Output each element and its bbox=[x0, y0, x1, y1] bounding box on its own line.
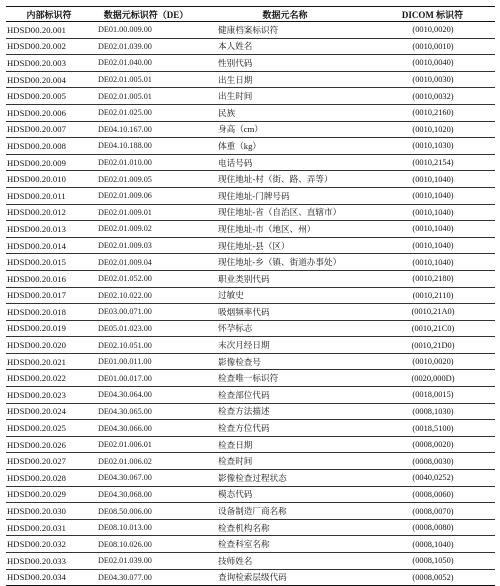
cell-internal-id: HDSD00.20.024 bbox=[6, 403, 92, 420]
cell-de-id: DE02.01.025.00 bbox=[92, 104, 200, 121]
table-row bbox=[6, 55, 495, 72]
cell-de-id: DE08.50.006.00 bbox=[92, 503, 200, 520]
cell-element-name: 检查部位代码 bbox=[200, 387, 370, 404]
table-row bbox=[6, 370, 495, 387]
cell-dicom-tag: (0010,0030) bbox=[370, 71, 495, 88]
cell-internal-id: HDSD00.20.017 bbox=[6, 287, 92, 304]
cell-de-id: DE04.30.067.00 bbox=[92, 470, 200, 487]
table-row bbox=[6, 138, 495, 155]
cell-dicom-tag: (0008,0080) bbox=[370, 519, 495, 536]
cell-de-id: DE01.00.017.00 bbox=[92, 370, 200, 387]
cell-dicom-tag: (0010,1040) bbox=[370, 221, 495, 238]
cell-element-name: 身高（cm） bbox=[200, 121, 370, 138]
cell-dicom-tag: (0020,000D) bbox=[370, 370, 495, 387]
cell-de-id: DE02.01.009.02 bbox=[92, 221, 200, 238]
cell-de-id: DE02.01.039.00 bbox=[92, 553, 200, 570]
cell-dicom-tag: (0010,2180) bbox=[370, 270, 495, 287]
cell-internal-id: HDSD00.20.016 bbox=[6, 270, 92, 287]
cell-de-id: DE02.01.039.00 bbox=[92, 38, 200, 55]
table-row bbox=[6, 519, 495, 536]
table-row bbox=[6, 304, 495, 321]
cell-dicom-tag: (0010,1030) bbox=[370, 138, 495, 155]
cell-de-id: DE02.01.009.01 bbox=[92, 204, 200, 221]
cell-internal-id: HDSD00.20.004 bbox=[6, 71, 92, 88]
cell-de-id: DE02.01.009.03 bbox=[92, 237, 200, 254]
cell-dicom-tag: (0010,1040) bbox=[370, 171, 495, 188]
cell-element-name: 出生时间 bbox=[200, 88, 370, 105]
table-row bbox=[6, 71, 495, 88]
table-row bbox=[6, 270, 495, 287]
cell-de-id: DE04.10.188.00 bbox=[92, 138, 200, 155]
cell-internal-id: HDSD00.20.011 bbox=[6, 187, 92, 204]
cell-de-id: DE03.00.071.00 bbox=[92, 304, 200, 321]
cell-internal-id: HDSD00.20.018 bbox=[6, 304, 92, 321]
cell-internal-id: HDSD00.20.020 bbox=[6, 337, 92, 354]
cell-de-id: DE04.30.065.00 bbox=[92, 403, 200, 420]
header-dicom-tag: DICOM 标识符 bbox=[370, 7, 495, 22]
table-row bbox=[6, 187, 495, 204]
cell-element-name: 现住地址-省（自治区、直辖市） bbox=[200, 204, 370, 221]
cell-de-id: DE08.10.013.00 bbox=[92, 519, 200, 536]
header-row bbox=[6, 7, 495, 22]
cell-internal-id: HDSD00.20.023 bbox=[6, 387, 92, 404]
cell-dicom-tag: (0008,1040) bbox=[370, 536, 495, 553]
table-header bbox=[6, 7, 495, 22]
table-row bbox=[6, 121, 495, 138]
cell-dicom-tag: (0010,1040) bbox=[370, 254, 495, 271]
cell-internal-id: HDSD00.20.025 bbox=[6, 420, 92, 437]
table-row bbox=[6, 204, 495, 221]
cell-de-id: DE04.30.077.00 bbox=[92, 569, 200, 586]
cell-dicom-tag: (0010,21D0) bbox=[370, 337, 495, 354]
cell-element-name: 模态代码 bbox=[200, 486, 370, 503]
cell-dicom-tag: (0010,1040) bbox=[370, 204, 495, 221]
cell-dicom-tag: (0010,0032) bbox=[370, 88, 495, 105]
cell-dicom-tag: (0010,0020) bbox=[370, 353, 495, 370]
table-row bbox=[6, 420, 495, 437]
cell-dicom-tag: (0010,0040) bbox=[370, 55, 495, 72]
cell-dicom-tag: (0018,0015) bbox=[370, 387, 495, 404]
cell-internal-id: HDSD00.20.032 bbox=[6, 536, 92, 553]
cell-element-name: 设备制造厂商名称 bbox=[200, 503, 370, 520]
cell-dicom-tag: (0010,2160) bbox=[370, 104, 495, 121]
cell-element-name: 影像检查号 bbox=[200, 353, 370, 370]
cell-internal-id: HDSD00.20.010 bbox=[6, 171, 92, 188]
cell-element-name: 现住地址-门牌号码 bbox=[200, 187, 370, 204]
cell-de-id: DE02.01.009.06 bbox=[92, 187, 200, 204]
cell-dicom-tag: (0008,0060) bbox=[370, 486, 495, 503]
table-row bbox=[6, 287, 495, 304]
cell-element-name: 检查唯一标识符 bbox=[200, 370, 370, 387]
cell-element-name: 检查方位代码 bbox=[200, 420, 370, 437]
cell-internal-id: HDSD00.20.029 bbox=[6, 486, 92, 503]
table-row bbox=[6, 38, 495, 55]
cell-dicom-tag: (0010,21A0) bbox=[370, 304, 495, 321]
table-row bbox=[6, 536, 495, 553]
cell-internal-id: HDSD00.20.022 bbox=[6, 370, 92, 387]
header-internal-id: 内部标识符 bbox=[6, 7, 92, 22]
cell-dicom-tag: (0018,5100) bbox=[370, 420, 495, 437]
cell-dicom-tag: (0008,1030) bbox=[370, 403, 495, 420]
cell-de-id: DE02.01.005.01 bbox=[92, 88, 200, 105]
table-row bbox=[6, 353, 495, 370]
table-body bbox=[6, 22, 495, 586]
cell-internal-id: HDSD00.20.031 bbox=[6, 519, 92, 536]
cell-internal-id: HDSD00.20.015 bbox=[6, 254, 92, 271]
cell-dicom-tag: (0010,1020) bbox=[370, 121, 495, 138]
table-row bbox=[6, 22, 495, 39]
cell-dicom-tag: (0008,0070) bbox=[370, 503, 495, 520]
cell-element-name: 过敏史 bbox=[200, 287, 370, 304]
cell-de-id: DE05.01.023.00 bbox=[92, 320, 200, 337]
table-row bbox=[6, 104, 495, 121]
cell-element-name: 查询检索层级代码 bbox=[200, 569, 370, 586]
cell-de-id: DE02.01.010.00 bbox=[92, 154, 200, 171]
cell-internal-id: HDSD00.20.033 bbox=[6, 553, 92, 570]
cell-element-name: 影像检查过程状态 bbox=[200, 470, 370, 487]
table-row bbox=[6, 436, 495, 453]
cell-internal-id: HDSD00.20.007 bbox=[6, 121, 92, 138]
cell-element-name: 现住地址-县（区） bbox=[200, 237, 370, 254]
cell-de-id: DE02.01.052.00 bbox=[92, 270, 200, 287]
data-element-table bbox=[6, 6, 495, 586]
cell-de-id: DE04.10.167.00 bbox=[92, 121, 200, 138]
cell-de-id: DE02.01.009.05 bbox=[92, 171, 200, 188]
table-row bbox=[6, 503, 495, 520]
cell-dicom-tag: (0008,0052) bbox=[370, 569, 495, 586]
cell-internal-id: HDSD00.20.013 bbox=[6, 221, 92, 238]
cell-dicom-tag: (0010,1040) bbox=[370, 187, 495, 204]
cell-internal-id: HDSD00.20.026 bbox=[6, 436, 92, 453]
cell-element-name: 性别代码 bbox=[200, 55, 370, 72]
cell-dicom-tag: (0040,0252) bbox=[370, 470, 495, 487]
cell-de-id: DE02.10.022.00 bbox=[92, 287, 200, 304]
table-row bbox=[6, 237, 495, 254]
table-row bbox=[6, 221, 495, 238]
table-row bbox=[6, 470, 495, 487]
cell-internal-id: HDSD00.20.008 bbox=[6, 138, 92, 155]
cell-dicom-tag: (0010,2154) bbox=[370, 154, 495, 171]
cell-element-name: 怀孕标志 bbox=[200, 320, 370, 337]
cell-de-id: DE02.01.009.04 bbox=[92, 254, 200, 271]
cell-element-name: 民族 bbox=[200, 104, 370, 121]
cell-element-name: 本人姓名 bbox=[200, 38, 370, 55]
cell-dicom-tag: (0008,1050) bbox=[370, 553, 495, 570]
cell-internal-id: HDSD00.20.003 bbox=[6, 55, 92, 72]
cell-element-name: 检查方法描述 bbox=[200, 403, 370, 420]
cell-de-id: DE02.10.051.00 bbox=[92, 337, 200, 354]
cell-internal-id: HDSD00.20.002 bbox=[6, 38, 92, 55]
cell-internal-id: HDSD00.20.001 bbox=[6, 22, 92, 39]
cell-element-name: 检查时间 bbox=[200, 453, 370, 470]
cell-internal-id: HDSD00.20.027 bbox=[6, 453, 92, 470]
cell-internal-id: HDSD00.20.009 bbox=[6, 154, 92, 171]
cell-internal-id: HDSD00.20.014 bbox=[6, 237, 92, 254]
cell-element-name: 技师姓名 bbox=[200, 553, 370, 570]
cell-internal-id: HDSD00.20.005 bbox=[6, 88, 92, 105]
cell-internal-id: HDSD00.20.030 bbox=[6, 503, 92, 520]
cell-dicom-tag: (0010,0020) bbox=[370, 22, 495, 39]
cell-element-name: 体重（kg） bbox=[200, 138, 370, 155]
cell-dicom-tag: (0010,0010) bbox=[370, 38, 495, 55]
table-row bbox=[6, 337, 495, 354]
table-row bbox=[6, 254, 495, 271]
cell-dicom-tag: (0010,21C0) bbox=[370, 320, 495, 337]
cell-dicom-tag: (0008,0030) bbox=[370, 453, 495, 470]
cell-internal-id: HDSD00.20.019 bbox=[6, 320, 92, 337]
table-row bbox=[6, 569, 495, 586]
cell-internal-id: HDSD00.20.028 bbox=[6, 470, 92, 487]
table-row bbox=[6, 486, 495, 503]
cell-dicom-tag: (0010,1040) bbox=[370, 237, 495, 254]
cell-element-name: 现住地址-乡（镇、街道办事处） bbox=[200, 254, 370, 271]
table-row bbox=[6, 154, 495, 171]
cell-element-name: 检查日期 bbox=[200, 436, 370, 453]
table-row bbox=[6, 403, 495, 420]
cell-element-name: 检查机构名称 bbox=[200, 519, 370, 536]
table-row bbox=[6, 88, 495, 105]
cell-de-id: DE02.01.006.02 bbox=[92, 453, 200, 470]
cell-element-name: 健康档案标识符 bbox=[200, 22, 370, 39]
cell-de-id: DE04.30.066.00 bbox=[92, 420, 200, 437]
data-element-table-container bbox=[6, 6, 495, 586]
cell-de-id: DE02.01.005.01 bbox=[92, 71, 200, 88]
cell-de-id: DE01.00.011.00 bbox=[92, 353, 200, 370]
table-row bbox=[6, 387, 495, 404]
header-element-name: 数据元名称 bbox=[200, 7, 370, 22]
cell-element-name: 末次月经日期 bbox=[200, 337, 370, 354]
cell-element-name: 现住地址-市（地区、州） bbox=[200, 221, 370, 238]
table-row bbox=[6, 171, 495, 188]
cell-element-name: 出生日期 bbox=[200, 71, 370, 88]
cell-internal-id: HDSD00.20.006 bbox=[6, 104, 92, 121]
cell-de-id: DE02.01.006.01 bbox=[92, 436, 200, 453]
cell-de-id: DE04.30.064.00 bbox=[92, 387, 200, 404]
cell-element-name: 现住地址-村（街、路、弄等） bbox=[200, 171, 370, 188]
cell-element-name: 职业类别代码 bbox=[200, 270, 370, 287]
cell-de-id: DE04.30.068.00 bbox=[92, 486, 200, 503]
cell-dicom-tag: (0008,0020) bbox=[370, 436, 495, 453]
table-row bbox=[6, 453, 495, 470]
cell-internal-id: HDSD00.20.012 bbox=[6, 204, 92, 221]
cell-de-id: DE01.00.009.00 bbox=[92, 22, 200, 39]
cell-de-id: DE02.01.040.00 bbox=[92, 55, 200, 72]
cell-internal-id: HDSD00.20.021 bbox=[6, 353, 92, 370]
table-row bbox=[6, 553, 495, 570]
cell-element-name: 电话号码 bbox=[200, 154, 370, 171]
cell-element-name: 检查科室名称 bbox=[200, 536, 370, 553]
cell-element-name: 吸烟频率代码 bbox=[200, 304, 370, 321]
table-row bbox=[6, 320, 495, 337]
cell-dicom-tag: (0010,2110) bbox=[370, 287, 495, 304]
header-de-id: 数据元标识符（DE） bbox=[92, 7, 200, 22]
cell-internal-id: HDSD00.20.034 bbox=[6, 569, 92, 586]
cell-de-id: DE08.10.026.00 bbox=[92, 536, 200, 553]
